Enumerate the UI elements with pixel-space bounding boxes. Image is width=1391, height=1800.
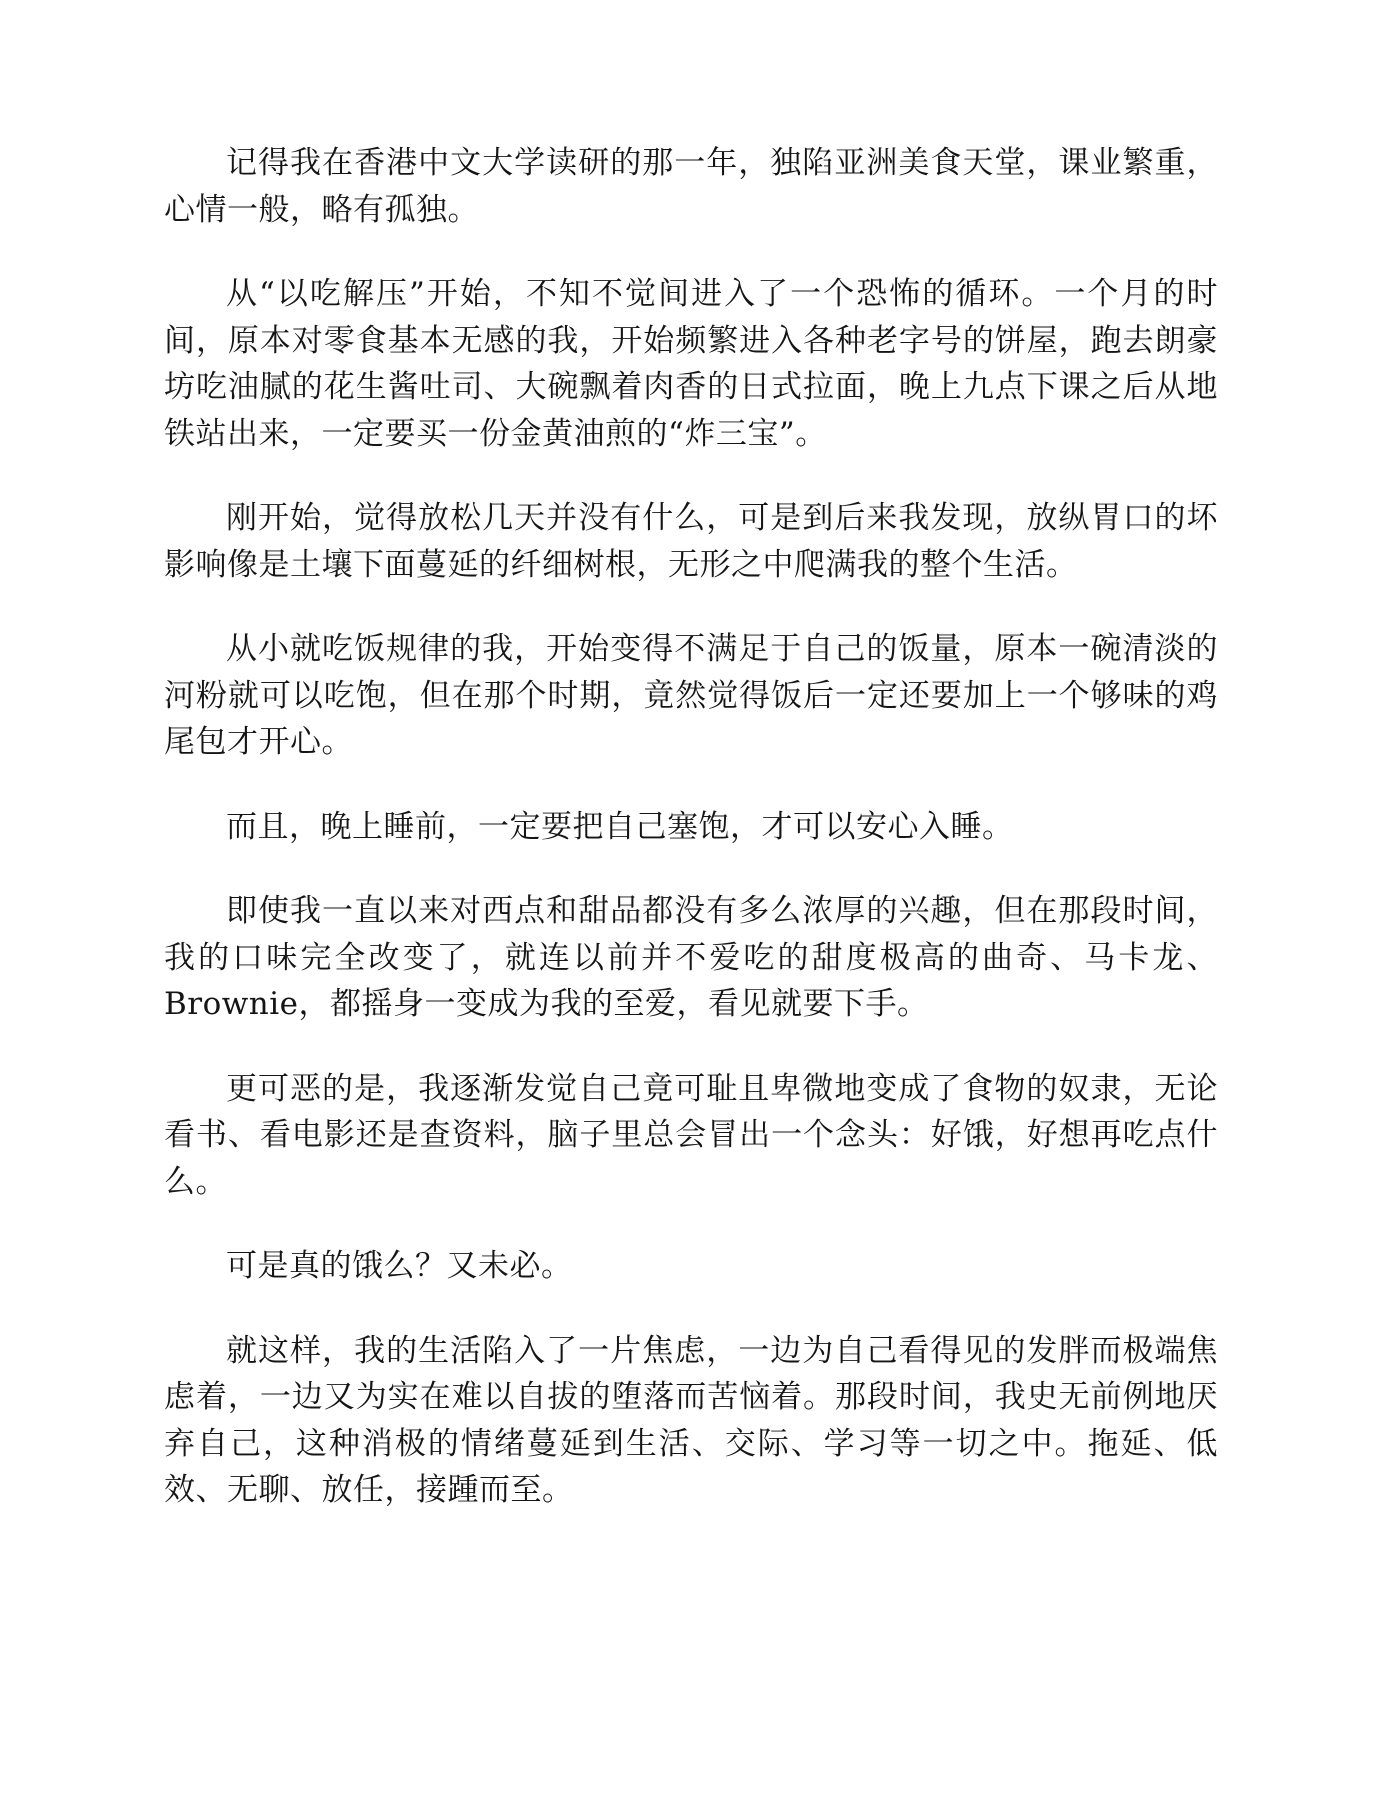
paragraph-4: 从小就吃饭规律的我，开始变得不满足于自己的饭量，原本一碗清淡的河粉就可以吃饱，但在那个时期，竟然觉得饭后一定还要加上一个够味的鸡尾包才开心。 [164,631,1218,760]
paragraph-2: 从“以吃解压”开始，不知不觉间进入了一个恐怖的循环。一个月的时间，原本对零食基本无感的我，开始频繁进入各种老字号的饼屋，跑去朗豪坊吃油腻的花生酱吐司、大碗飘着肉香的日式拉面，晚上九点下课之后从地铁站出来，一定要买一份金黄油煎的“炸三宝”。 [164,276,1218,452]
paragraph-6: 即使我一直以来对西点和甜品都没有多么浓厚的兴趣，但在那段时间，我的口味完全改变了，就连以前并不爱吃的甜度极高的曲奇、马卡龙、Brownie，都摇身一变成为我的至爱，看见就要下手。 [164,893,1218,1022]
paragraph-9: 就这样，我的生活陷入了一片焦虑，一边为自己看得见的发胖而极端焦虑着，一边又为实在难以自拔的堕落而苦恼着。那段时间，我史无前例地厌弃自己，这种消极的情绪蔓延到生活、交际、学习等一切之中。拖延、低效、无聊、放任，接踵而至。 [164,1332,1218,1508]
paragraph-7: 更可恶的是，我逐渐发觉自己竟可耻且卑微地变成了食物的奴隶，无论看书、看电影还是查资料，脑子里总会冒出一个念头：好饿，好想再吃点什么。 [164,1070,1218,1200]
paragraph-3: 刚开始，觉得放松几天并没有什么，可是到后来我发现，放纵胃口的坏影响像是土壤下面蔓延的纤细树根，无形之中爬满我的整个生活。 [164,500,1218,583]
paragraph-5: 而且，晚上睡前，一定要把自己塞饱，才可以安心入睡。 [226,808,1014,845]
paragraph-8: 可是真的饿么？又未必。 [226,1248,573,1284]
document-body [164,140,1218,1552]
paragraph-1: 记得我在香港中文大学读研的那一年，独陷亚洲美食天堂，课业繁重，心情一般，略有孤独。 [164,145,1218,228]
